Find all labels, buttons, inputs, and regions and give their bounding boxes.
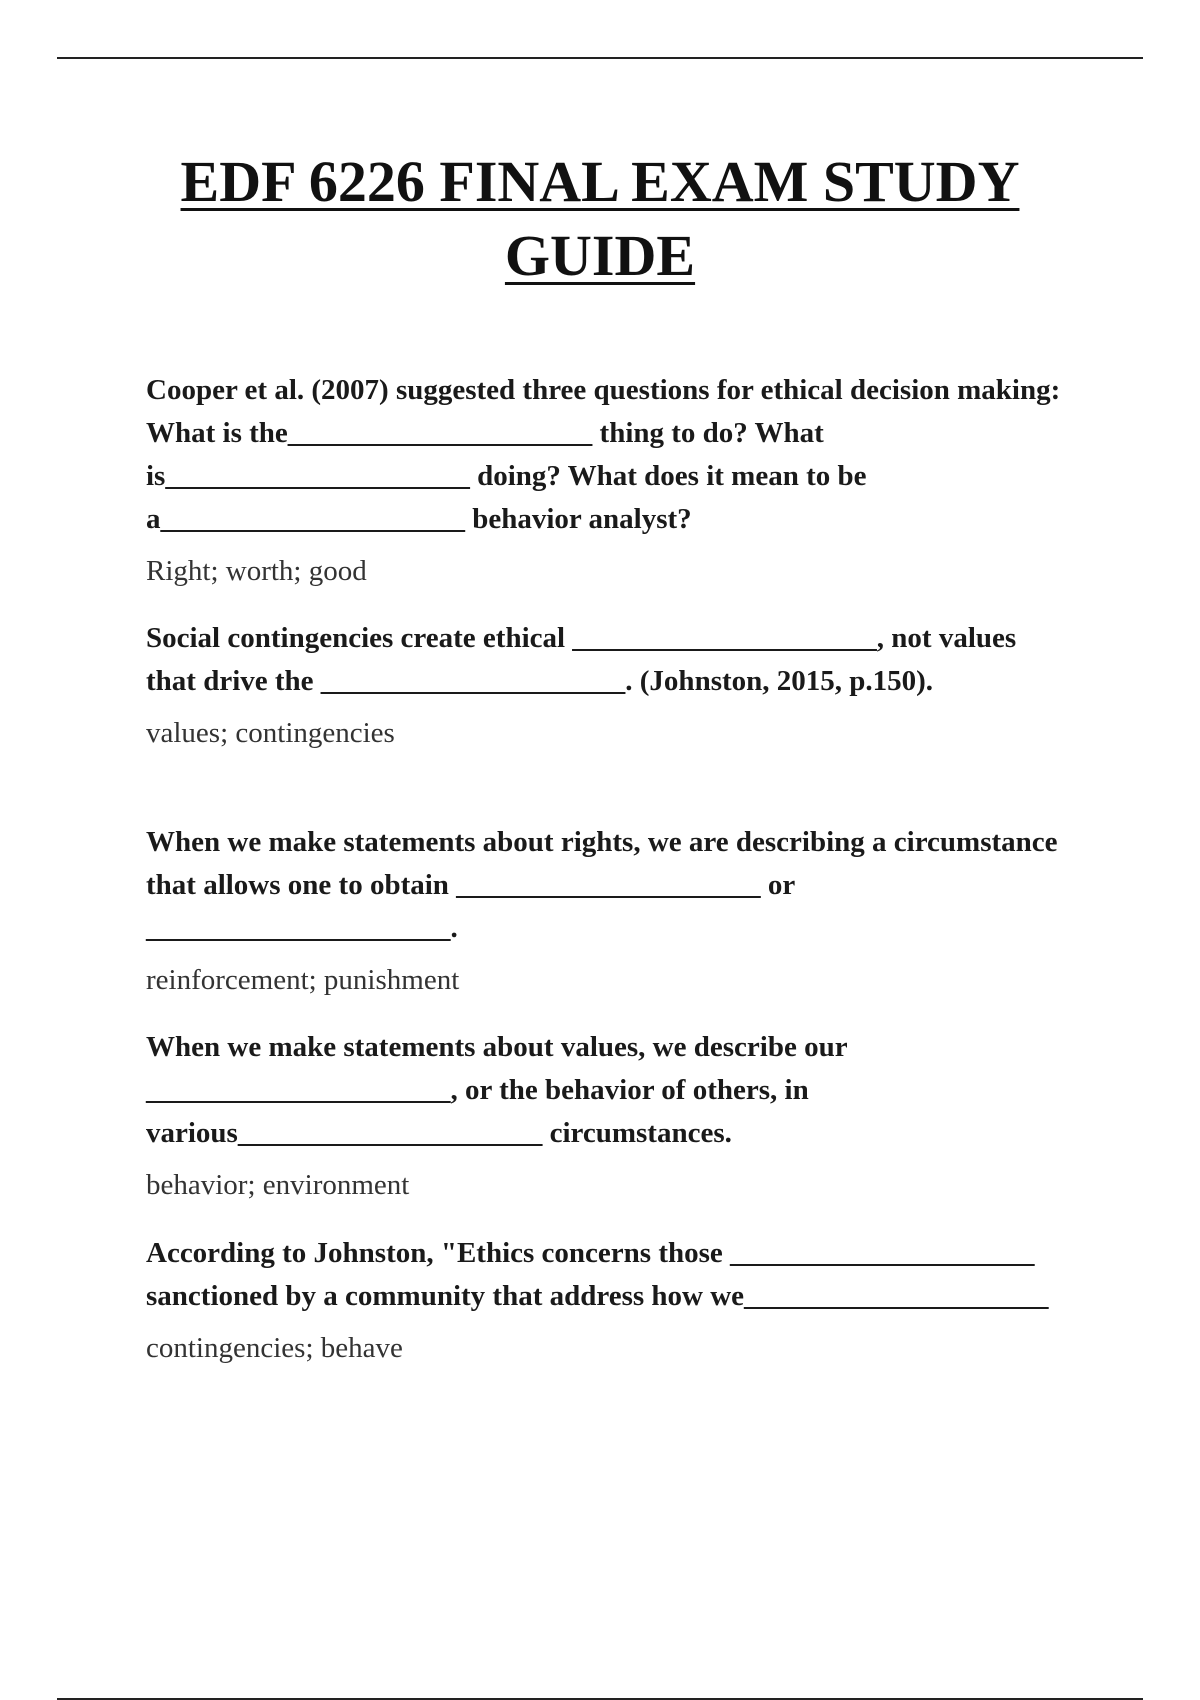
question-text: Cooper et al. (2007) suggested three questions for ethical decision making: What is the_____________________ thing to do? What is_____________________ doing? What does it mean to be a_____________________ behavior analyst? <box>146 374 1067 535</box>
document-title: EDF 6226 FINAL EXAM STUDY GUIDE <box>180 149 1020 288</box>
answer-text: reinforcement; punishment <box>146 964 460 996</box>
question-text: According to Johnston, "Ethics concerns those _____________________ sanctioned by a community that address how we_____________________ <box>146 1237 1049 1312</box>
qa-item <box>146 617 1066 751</box>
question-text: When we make statements about values, we describe our _____________________, or the behavior of others, in various_____________________ circumstances. <box>146 1031 855 1149</box>
qa-item <box>146 1232 1066 1366</box>
question-text: When we make statements about rights, we are describing a circumstance that allows one to obtain _____________________ or _____________________. <box>146 826 1065 944</box>
answer-text: Right; worth; good <box>146 555 367 587</box>
answer-text: behavior; environment <box>146 1169 410 1201</box>
qa-item <box>146 821 1066 998</box>
question-text: Social contingencies create ethical _____________________, not values that drive the _____________________. (Johnston, 2015, p.150). <box>146 622 1024 697</box>
qa-item <box>146 1026 1066 1203</box>
answer-text: contingencies; behave <box>146 1332 403 1364</box>
answer-text: values; contingencies <box>146 717 395 749</box>
qa-item <box>146 369 1066 589</box>
top-rule <box>57 57 1143 59</box>
